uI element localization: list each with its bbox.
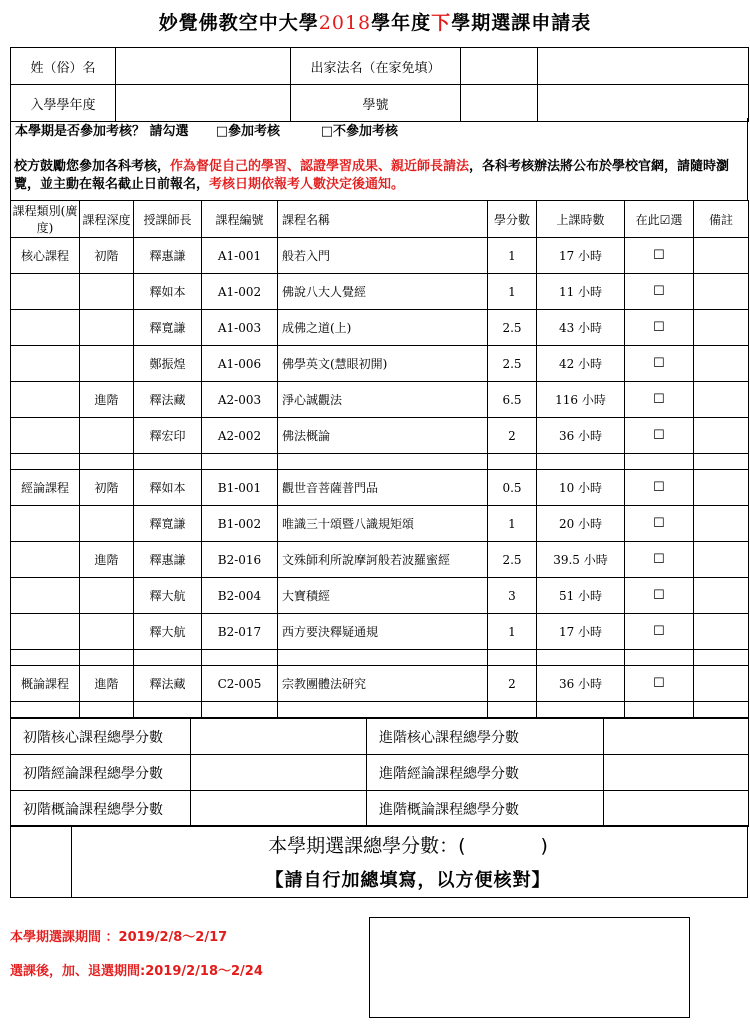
course-name: 唯識三十頌暨八識規矩頌 — [278, 506, 488, 542]
course-depth: 初階 — [80, 470, 134, 506]
course-select-checkbox[interactable]: ☐ — [653, 676, 665, 691]
separator-cell — [11, 454, 80, 470]
col-credits: 學分數 — [488, 201, 537, 238]
category-separator-row — [11, 650, 749, 666]
course-hours: 20 小時 — [537, 506, 625, 542]
course-category — [11, 506, 80, 542]
course-name: 宗教團體法研究 — [278, 666, 488, 702]
col-course: 課程名稱 — [278, 201, 488, 238]
course-teacher: 釋法藏 — [134, 382, 202, 418]
course-depth — [80, 506, 134, 542]
course-row — [11, 578, 749, 614]
course-note[interactable] — [694, 382, 749, 418]
course-code: B1-001 — [202, 470, 278, 506]
separator-cell — [134, 702, 202, 718]
course-hours: 36 小時 — [537, 666, 625, 702]
course-row — [11, 274, 749, 310]
separator-cell — [80, 702, 134, 718]
course-category — [11, 310, 80, 346]
course-hours: 43 小時 — [537, 310, 625, 346]
course-hours: 10 小時 — [537, 470, 625, 506]
exam-yes-checkbox[interactable]: □參加考核 — [215, 124, 280, 139]
separator-cell — [694, 454, 749, 470]
course-select-checkbox[interactable]: ☐ — [653, 624, 665, 639]
course-depth: 進階 — [80, 382, 134, 418]
separator-cell — [202, 650, 278, 666]
category-separator-row — [11, 454, 749, 470]
enroll-year-label: 入學學年度 — [11, 85, 116, 122]
col-code: 課程編號 — [202, 201, 278, 238]
course-note[interactable] — [694, 506, 749, 542]
course-select-checkbox[interactable]: ☐ — [653, 320, 665, 335]
student-id-field-extra[interactable] — [538, 85, 749, 122]
course-teacher: 釋如本 — [134, 470, 202, 506]
separator-cell — [278, 650, 488, 666]
course-hours: 17 小時 — [537, 238, 625, 274]
course-code: A2-002 — [202, 418, 278, 454]
course-credits: 1 — [488, 274, 537, 310]
course-select-checkbox[interactable]: ☐ — [653, 284, 665, 299]
basic-core-total-field[interactable] — [191, 719, 367, 755]
course-name: 淨心誠觀法 — [278, 382, 488, 418]
course-select-checkbox[interactable]: ☐ — [653, 356, 665, 371]
course-depth: 進階 — [80, 542, 134, 578]
course-depth: 進階 — [80, 666, 134, 702]
course-credits: 6.5 — [488, 382, 537, 418]
course-credits: 2.5 — [488, 310, 537, 346]
course-select-checkbox[interactable]: ☐ — [653, 588, 665, 603]
course-credits: 1 — [488, 506, 537, 542]
adv-core-total-field[interactable] — [604, 719, 749, 755]
dharma-name-field[interactable] — [461, 48, 538, 85]
course-category — [11, 614, 80, 650]
separator-cell — [11, 650, 80, 666]
course-select-checkbox[interactable]: ☐ — [653, 392, 665, 407]
course-select-cell — [625, 470, 694, 506]
course-note[interactable] — [694, 578, 749, 614]
title-term: 下 — [431, 12, 452, 34]
course-category: 概論課程 — [11, 666, 80, 702]
course-code: C2-005 — [202, 666, 278, 702]
course-credits: 1 — [488, 614, 537, 650]
course-credits: 3 — [488, 578, 537, 614]
separator-cell — [694, 650, 749, 666]
course-table — [10, 200, 749, 718]
basic-intro-total-label: 初階概論課程總學分數 — [11, 791, 191, 827]
course-credits: 0.5 — [488, 470, 537, 506]
course-depth — [80, 274, 134, 310]
course-teacher: 釋惠謙 — [134, 542, 202, 578]
separator-cell — [134, 650, 202, 666]
name-label: 姓（俗）名 — [11, 48, 116, 85]
adv-sutra-total-label: 進階經論課程總學分數 — [367, 755, 604, 791]
course-category — [11, 346, 80, 382]
course-name: 大寶積經 — [278, 578, 488, 614]
course-code: B2-004 — [202, 578, 278, 614]
course-category: 經論課程 — [11, 470, 80, 506]
course-note[interactable] — [694, 238, 749, 274]
col-select: 在此☑選 — [625, 201, 694, 238]
course-credits: 2 — [488, 666, 537, 702]
course-category — [11, 418, 80, 454]
course-select-checkbox[interactable]: ☐ — [653, 248, 665, 263]
course-note[interactable] — [694, 274, 749, 310]
course-name: 文殊師利所說摩訶般若波羅蜜經 — [278, 542, 488, 578]
separator-cell — [134, 454, 202, 470]
course-code: B2-016 — [202, 542, 278, 578]
course-select-cell — [625, 666, 694, 702]
col-category: 課程類別(廣度) — [11, 201, 80, 238]
total-credits-hint: 【請自行加總填寫，以方便核對】 — [265, 870, 551, 891]
basic-core-total-label: 初階核心課程總學分數 — [11, 719, 191, 755]
adv-sutra-total-field[interactable] — [604, 755, 749, 791]
course-depth — [80, 310, 134, 346]
course-select-cell — [625, 382, 694, 418]
col-teacher: 授課師長 — [134, 201, 202, 238]
course-name: 成佛之道(上) — [278, 310, 488, 346]
separator-cell — [625, 702, 694, 718]
course-select-cell — [625, 310, 694, 346]
course-note[interactable] — [694, 346, 749, 382]
exam-encouragement-notice: 校方鼓勵您參加各科考核，作為督促自己的學習、認證學習成果、親近師長請法，各科考核辦法將公布於學校官網，請隨時瀏覽，並主動在報名截止日前報名，考核日期依報考人數決定後通知。 — [10, 152, 748, 200]
stamp-box — [369, 917, 690, 1018]
separator-cell — [488, 702, 537, 718]
course-row — [11, 506, 749, 542]
course-row — [11, 382, 749, 418]
course-row — [11, 470, 749, 506]
course-select-cell — [625, 346, 694, 382]
student-id-label: 學號 — [291, 85, 461, 122]
course-header-row — [11, 201, 749, 238]
course-teacher: 釋如本 — [134, 274, 202, 310]
separator-cell — [202, 702, 278, 718]
col-depth: 課程深度 — [80, 201, 134, 238]
course-teacher: 釋大航 — [134, 614, 202, 650]
course-select-checkbox[interactable]: ☐ — [653, 480, 665, 495]
course-row — [11, 310, 749, 346]
course-teacher: 釋宏印 — [134, 418, 202, 454]
course-note[interactable] — [694, 470, 749, 506]
exam-no-checkbox[interactable]: □不參加考核 — [320, 124, 399, 139]
separator-cell — [278, 702, 488, 718]
separator-cell — [537, 650, 625, 666]
exam-question: 本學期是否參加考核？ 請勾選 □參加考核 □不參加考核 — [10, 118, 748, 152]
course-select-cell — [625, 542, 694, 578]
course-depth: 初階 — [80, 238, 134, 274]
course-name: 佛學英文(慧眼初開) — [278, 346, 488, 382]
course-select-cell — [625, 614, 694, 650]
course-name: 佛說八大人覺經 — [278, 274, 488, 310]
course-hours: 36 小時 — [537, 418, 625, 454]
course-name: 般若入門 — [278, 238, 488, 274]
course-credits: 2.5 — [488, 346, 537, 382]
course-note[interactable] — [694, 310, 749, 346]
separator-cell — [80, 454, 134, 470]
total-credits-line: 本學期選課總學分數：( ) — [268, 835, 548, 857]
title-year: 2018 — [318, 12, 372, 34]
course-select-cell — [625, 506, 694, 542]
separator-cell — [694, 702, 749, 718]
adv-core-total-label: 進階核心課程總學分數 — [367, 719, 604, 755]
course-category — [11, 578, 80, 614]
course-credits: 2.5 — [488, 542, 537, 578]
course-note[interactable] — [694, 418, 749, 454]
course-hours: 17 小時 — [537, 614, 625, 650]
course-teacher: 釋惠謙 — [134, 238, 202, 274]
course-code: B1-002 — [202, 506, 278, 542]
course-select-checkbox[interactable]: ☐ — [653, 428, 665, 443]
personal-info-table — [10, 47, 749, 122]
course-select-cell — [625, 418, 694, 454]
course-code: A1-001 — [202, 238, 278, 274]
course-depth — [80, 346, 134, 382]
course-depth — [80, 614, 134, 650]
student-id-field[interactable] — [461, 85, 538, 122]
course-category — [11, 274, 80, 310]
form-title: 妙覺佛教空中大學2018學年度下學期選課申請表 — [158, 12, 592, 34]
course-credits: 2 — [488, 418, 537, 454]
separator-cell — [537, 454, 625, 470]
course-category — [11, 382, 80, 418]
course-hours: 11 小時 — [537, 274, 625, 310]
separator-cell — [488, 454, 537, 470]
course-category — [11, 542, 80, 578]
add-drop-period: 選課後，加、退選期間:2019/2/18～2/24 — [10, 964, 263, 979]
separator-cell — [202, 454, 278, 470]
course-select-cell — [625, 238, 694, 274]
course-hours: 42 小時 — [537, 346, 625, 382]
course-hours: 116 小時 — [537, 382, 625, 418]
selection-period: 本學期選課期間 ：2019/2/8～2/17 — [10, 930, 228, 945]
separator-cell — [278, 454, 488, 470]
course-row — [11, 238, 749, 274]
basic-intro-total-field[interactable] — [191, 791, 367, 827]
trailing-separator-row — [11, 702, 749, 718]
name-field[interactable] — [116, 48, 291, 85]
dharma-name-field-extra[interactable] — [538, 48, 749, 85]
course-select-cell — [625, 578, 694, 614]
basic-sutra-total-label: 初階經論課程總學分數 — [11, 755, 191, 791]
separator-cell — [488, 650, 537, 666]
course-depth — [80, 418, 134, 454]
course-select-cell — [625, 274, 694, 310]
basic-sutra-total-field[interactable] — [191, 755, 367, 791]
course-credits: 1 — [488, 238, 537, 274]
credit-summary-table — [10, 718, 749, 827]
course-depth — [80, 578, 134, 614]
course-hours: 39.5 小時 — [537, 542, 625, 578]
separator-cell — [80, 650, 134, 666]
course-code: B2-017 — [202, 614, 278, 650]
separator-cell — [625, 454, 694, 470]
separator-cell — [625, 650, 694, 666]
course-row — [11, 614, 749, 650]
course-row — [11, 542, 749, 578]
col-note: 備註 — [694, 201, 749, 238]
course-code: A2-003 — [202, 382, 278, 418]
course-row — [11, 346, 749, 382]
course-note[interactable] — [694, 542, 749, 578]
separator-cell — [537, 702, 625, 718]
col-hours: 上課時數 — [537, 201, 625, 238]
course-hours: 51 小時 — [537, 578, 625, 614]
enroll-year-field[interactable] — [116, 85, 291, 122]
adv-intro-total-label: 進階概論課程總學分數 — [367, 791, 604, 827]
adv-intro-total-field[interactable] — [604, 791, 749, 827]
course-row — [11, 418, 749, 454]
separator-cell — [11, 702, 80, 718]
course-select-checkbox[interactable]: ☐ — [653, 516, 665, 531]
course-row — [11, 666, 749, 702]
course-name: 觀世音菩薩普門品 — [278, 470, 488, 506]
course-code: A1-003 — [202, 310, 278, 346]
course-name: 佛法概論 — [278, 418, 488, 454]
course-teacher: 釋大航 — [134, 578, 202, 614]
course-note[interactable] — [694, 614, 749, 650]
course-teacher: 鄭振煌 — [134, 346, 202, 382]
dharma-name-label: 出家法名（在家免填） — [291, 48, 461, 85]
course-select-checkbox[interactable]: ☐ — [653, 552, 665, 567]
course-category: 核心課程 — [11, 238, 80, 274]
course-name: 西方要決釋疑通規 — [278, 614, 488, 650]
course-code: A1-002 — [202, 274, 278, 310]
course-note[interactable] — [694, 666, 749, 702]
course-teacher: 釋寬謙 — [134, 506, 202, 542]
course-teacher: 釋寬謙 — [134, 310, 202, 346]
course-code: A1-006 — [202, 346, 278, 382]
course-teacher: 釋法藏 — [134, 666, 202, 702]
